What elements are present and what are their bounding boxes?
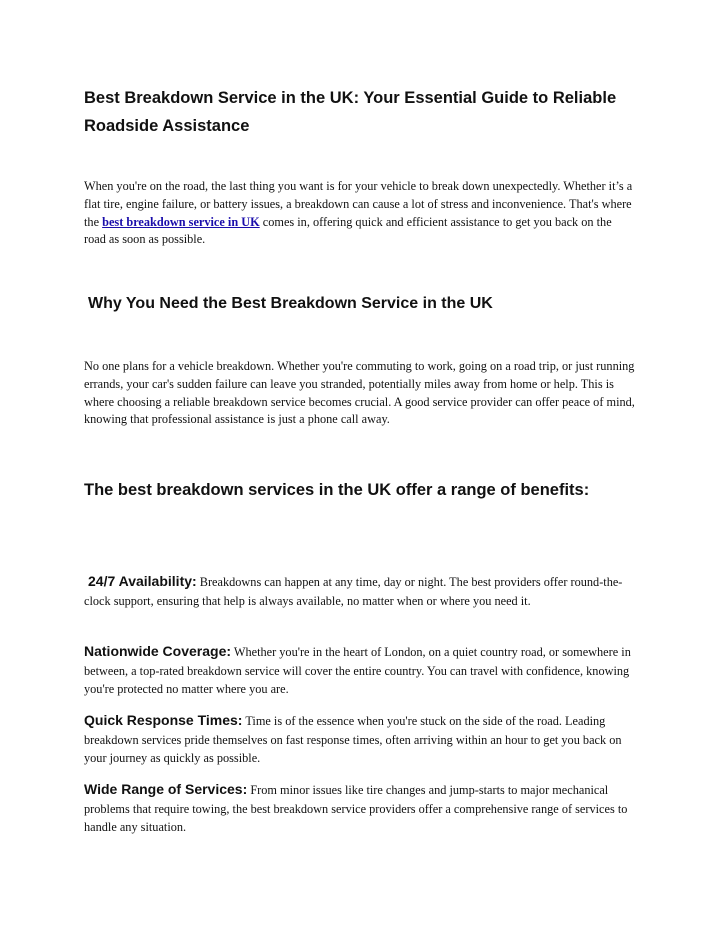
why-paragraph: No one plans for a vehicle breakdown. Whether you're commuting to work, going on a road trip, or just running errands, your car's sudden failure can leave you stranded, potentially miles away from home or help. This is where choosing a reliable breakdown service becomes crucial. A good service provider can offer peace of mind, knowing that professional assistance is just a phone call away. (84, 359, 635, 427)
benefit-lead: Wide Range of Services: (84, 781, 248, 797)
benefit-lead: 24/7 Availability: (88, 573, 197, 589)
benefit-text: Whether you're in the heart of London, on a quiet country road, or somewhere in between, a top-rated breakdown service will cover the entire country. You can travel with confidence, knowing you're protected no matter where you are. (84, 645, 631, 696)
benefit-lead: Nationwide Coverage: (84, 643, 232, 659)
benefit-item-coverage (84, 642, 636, 699)
benefit-text: From minor issues like tire changes and jump-starts to major mechanical problems that require towing, the best breakdown service providers offer a comprehensive range of services to handle any situation. (84, 783, 628, 834)
why-heading: Why You Need the Best Breakdown Service in the UK (88, 295, 493, 312)
article-title: Best Breakdown Service in the UK: Your Essential Guide to Reliable Roadside Assistance (84, 89, 617, 135)
intro-paragraph (84, 178, 636, 249)
benefits-heading: The best breakdown services in the UK offer a range of benefits: (84, 481, 590, 499)
benefit-text: Time is of the essence when you're stuck on the side of the road. Leading breakdown services pride themselves on fast response times, often arriving within an hour to get you back on your journey as quickly as possible. (84, 714, 622, 765)
benefit-lead: Quick Response Times: (84, 712, 243, 728)
best-breakdown-service-link[interactable]: best breakdown service in UK (102, 214, 260, 229)
benefit-item-range-of-services (84, 780, 636, 837)
benefit-item-availability (84, 572, 636, 610)
benefit-text: Breakdowns can happen at any time, day or night. The best providers offer round-the-clock support, ensuring that help is always available, no matter when or where you need it. (84, 575, 623, 608)
intro-text-before-link: When you're on the road, the last thing you want is for your vehicle to break down unexpectedly. Whether it’s a flat tire, engine failure, or battery issues, a breakdown can cause a lot of stress and inconvenience. That's where the (84, 179, 633, 229)
benefit-item-response-times (84, 711, 636, 768)
intro-text-after-link: comes in, offering quick and efficient assistance to get you back on the road as soon as possible. (84, 214, 612, 247)
